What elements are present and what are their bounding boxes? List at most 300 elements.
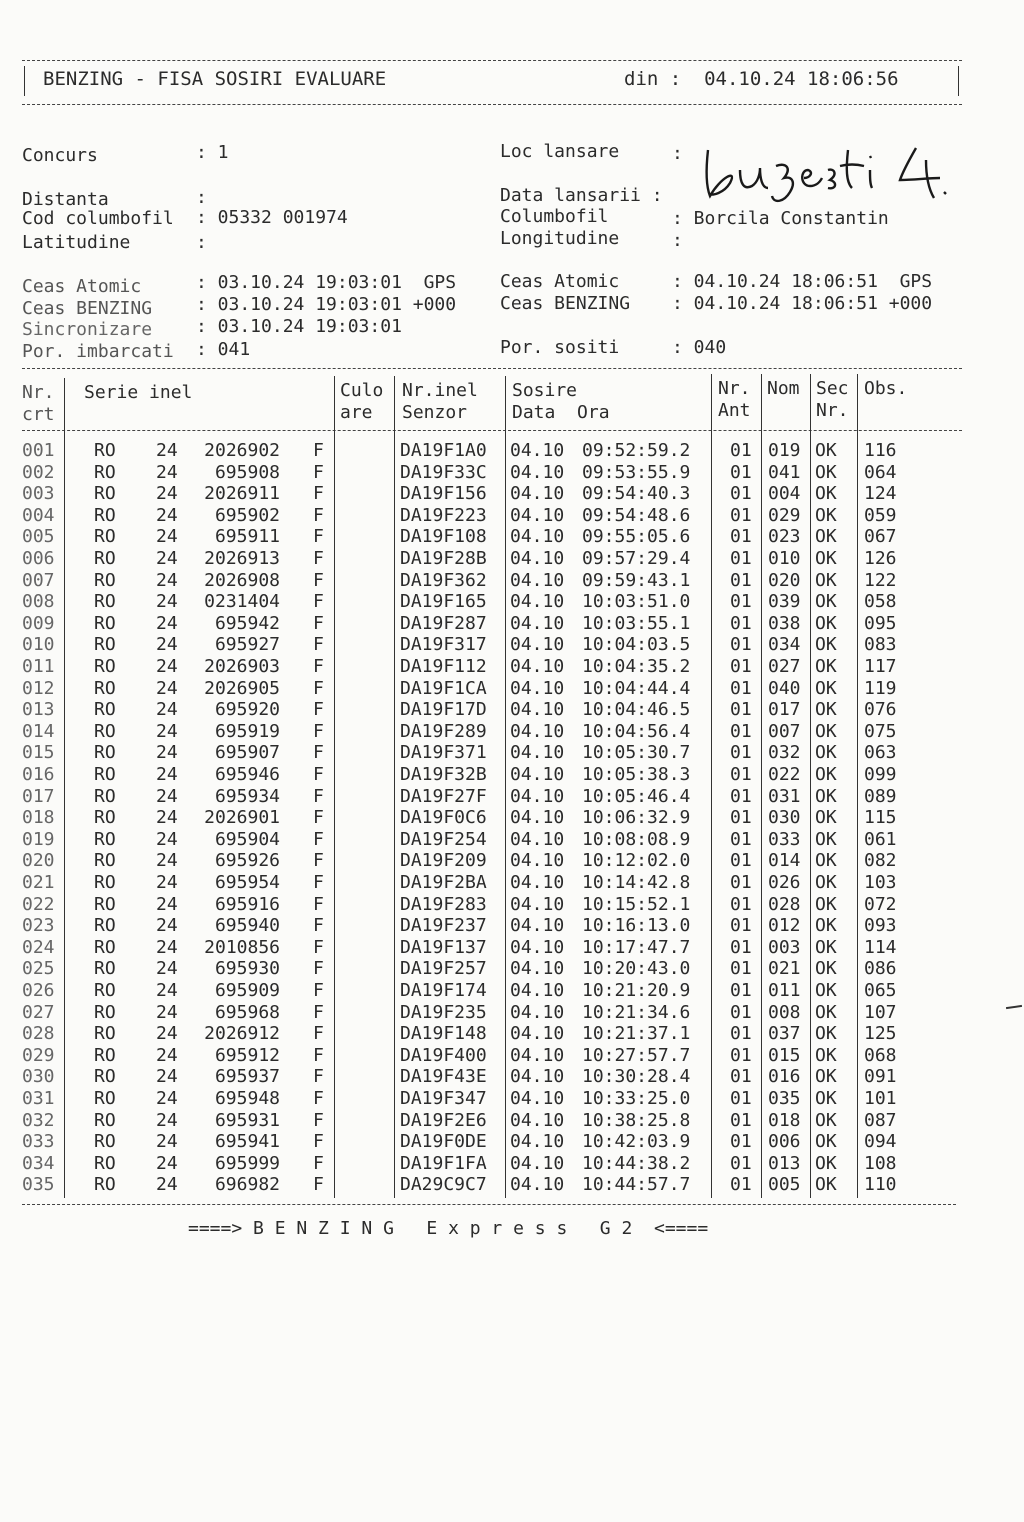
cell-ant: 01 — [730, 893, 752, 915]
cell-tara: RO — [94, 936, 116, 958]
table-row — [0, 1153, 1024, 1175]
cell-nr: 010 — [22, 634, 55, 656]
cell-ora: 10:05:30.7 — [582, 742, 691, 764]
cell-ora: 10:44:38.2 — [582, 1152, 691, 1174]
cell-tara: RO — [94, 440, 116, 461]
cell-nom: 016 — [768, 1066, 801, 1088]
cell-sec: OK — [815, 850, 837, 872]
cell-senzor: DA19F43E — [400, 1066, 487, 1088]
cell-ant: 01 — [730, 872, 752, 893]
cell-nr: 007 — [22, 569, 55, 591]
cell-sex: F — [313, 1174, 324, 1196]
cell-an: 24 — [156, 612, 178, 634]
cell-ant: 01 — [730, 742, 752, 764]
cell-nom: 005 — [768, 1174, 801, 1196]
cell-inel: 695909 — [214, 980, 280, 1001]
cell-tara: RO — [94, 1001, 116, 1023]
cell-ant: 01 — [730, 504, 752, 526]
cell-senzor: DA19F28B — [400, 548, 487, 569]
cell-an: 24 — [156, 1023, 178, 1045]
cell-sex: F — [313, 1152, 324, 1174]
cell-sec: OK — [815, 785, 837, 807]
cell-sex: F — [313, 548, 324, 569]
cell-sec: OK — [815, 893, 837, 915]
cell-sex: F — [313, 872, 324, 893]
cell-data: 04.10 — [510, 893, 565, 915]
cell-an: 24 — [156, 893, 178, 915]
cell-data: 04.10 — [510, 504, 565, 526]
cell-nr: 020 — [22, 850, 55, 872]
cell-nom: 012 — [768, 915, 801, 937]
cell-nom: 034 — [768, 634, 801, 656]
cell-nom: 020 — [768, 569, 801, 591]
cell-sec: OK — [815, 440, 837, 461]
table-row — [0, 1066, 1024, 1088]
cell-nom: 023 — [768, 526, 801, 548]
cell-inel: 695941 — [214, 1131, 280, 1153]
cell-inel: 0231404 — [204, 591, 280, 613]
cell-tara: RO — [94, 656, 116, 677]
cell-obs: 061 — [864, 828, 897, 850]
cell-sec: OK — [815, 548, 837, 569]
cell-an: 24 — [156, 699, 178, 721]
cell-sec: OK — [815, 1109, 837, 1131]
cell-senzor: DA19F32B — [400, 764, 487, 785]
cell-data: 04.10 — [510, 764, 565, 785]
table-row — [0, 980, 1024, 1002]
cell-nom: 006 — [768, 1131, 801, 1153]
cell-inel: 2026901 — [204, 807, 280, 829]
cell-sex: F — [313, 742, 324, 764]
cell-senzor: DA19F362 — [400, 569, 487, 591]
cell-ant: 01 — [730, 1001, 752, 1023]
table-row — [0, 807, 1024, 829]
cell-ora: 10:27:57.7 — [582, 1044, 691, 1066]
cell-tara: RO — [94, 980, 116, 1001]
cell-nom: 032 — [768, 742, 801, 764]
cell-senzor: DA19F223 — [400, 504, 487, 526]
cell-data: 04.10 — [510, 1131, 565, 1153]
cell-senzor: DA19F137 — [400, 936, 487, 958]
cell-ant: 01 — [730, 1044, 752, 1066]
cell-tara: RO — [94, 785, 116, 807]
columbofil-value: : Borcila Constantin — [672, 208, 889, 229]
cell-data: 04.10 — [510, 936, 565, 958]
cell-senzor: DA19F283 — [400, 893, 487, 915]
cell-ant: 01 — [730, 591, 752, 613]
cell-sec: OK — [815, 634, 837, 656]
cell-obs: 065 — [864, 980, 897, 1001]
cell-sex: F — [313, 1023, 324, 1045]
cell-senzor: DA19F148 — [400, 1023, 487, 1045]
cell-inel: 695926 — [214, 850, 280, 872]
cell-ant: 01 — [730, 612, 752, 634]
cell-nr: 023 — [22, 915, 55, 937]
cell-ant: 01 — [730, 1023, 752, 1045]
cell-sec: OK — [815, 483, 837, 505]
footer-banner: ====> B E N Z I N G E x p r e s s G 2 <==== — [188, 1218, 709, 1239]
th-sosire-2: Data Ora — [512, 402, 610, 423]
right-atomic-label: Ceas Atomic — [500, 271, 620, 292]
table-row — [0, 1174, 1024, 1196]
cell-nom: 030 — [768, 807, 801, 829]
cell-ant: 01 — [730, 656, 752, 677]
cell-ant: 01 — [730, 936, 752, 958]
cell-ora: 10:42:03.9 — [582, 1131, 691, 1153]
table-row — [0, 634, 1024, 656]
cell-ora: 10:04:03.5 — [582, 634, 691, 656]
cell-inel: 695904 — [214, 828, 280, 850]
cell-senzor: DA19F0C6 — [400, 807, 487, 829]
cell-obs: 064 — [864, 461, 897, 483]
th-nr-1: Nr. — [22, 382, 55, 403]
cell-nom: 021 — [768, 958, 801, 980]
cell-sec: OK — [815, 656, 837, 677]
cell-nr: 030 — [22, 1066, 55, 1088]
cell-nr: 035 — [22, 1174, 55, 1196]
cell-obs: 107 — [864, 1001, 897, 1023]
cell-senzor: DA19F371 — [400, 742, 487, 764]
cell-sec: OK — [815, 764, 837, 785]
th-nr-2: crt — [22, 404, 55, 425]
cell-sec: OK — [815, 828, 837, 850]
cell-ora: 10:04:44.4 — [582, 677, 691, 699]
cell-obs: 089 — [864, 785, 897, 807]
cell-data: 04.10 — [510, 440, 565, 461]
cell-an: 24 — [156, 569, 178, 591]
cell-data: 04.10 — [510, 656, 565, 677]
cell-sex: F — [313, 1066, 324, 1088]
cell-obs: 076 — [864, 699, 897, 721]
cell-sex: F — [313, 677, 324, 699]
cell-tara: RO — [94, 893, 116, 915]
cell-inel: 695919 — [214, 720, 280, 742]
report-date-value: 04.10.24 18:06:56 — [704, 68, 899, 90]
cell-an: 24 — [156, 850, 178, 872]
cell-data: 04.10 — [510, 850, 565, 872]
cell-sex: F — [313, 699, 324, 721]
cell-nom: 028 — [768, 893, 801, 915]
table-row — [0, 1045, 1024, 1067]
cell-nr: 003 — [22, 483, 55, 505]
cell-ora: 10:12:02.0 — [582, 850, 691, 872]
cell-inel: 695948 — [214, 1088, 280, 1109]
table-row — [0, 505, 1024, 527]
cell-sec: OK — [815, 591, 837, 613]
cell-inel: 696982 — [214, 1174, 280, 1196]
cell-inel: 695940 — [214, 915, 280, 937]
cell-senzor: DA19F209 — [400, 850, 487, 872]
cell-sex: F — [313, 461, 324, 483]
cell-obs: 082 — [864, 850, 897, 872]
cell-senzor: DA19F156 — [400, 483, 487, 505]
cell-ant: 01 — [730, 1174, 752, 1196]
cell-sex: F — [313, 591, 324, 613]
cell-sec: OK — [815, 720, 837, 742]
cell-an: 24 — [156, 1088, 178, 1109]
cell-data: 04.10 — [510, 807, 565, 829]
cell-senzor: DA19F400 — [400, 1044, 487, 1066]
th-ant-2: Ant — [718, 400, 751, 421]
latitudine-label: Latitudine — [22, 232, 131, 253]
header-top-border — [22, 60, 962, 61]
cell-senzor: DA19F27F — [400, 785, 487, 807]
cell-data: 04.10 — [510, 915, 565, 937]
cell-an: 24 — [156, 677, 178, 699]
cell-tara: RO — [94, 1023, 116, 1045]
cell-inel: 695934 — [214, 785, 280, 807]
cell-senzor: DA19F237 — [400, 915, 487, 937]
th-serie-inel: Serie inel — [84, 382, 193, 403]
cell-an: 24 — [156, 1174, 178, 1196]
cell-obs: 115 — [864, 807, 897, 829]
cell-senzor: DA19F257 — [400, 958, 487, 980]
cell-senzor: DA19F287 — [400, 612, 487, 634]
table-row — [0, 548, 1024, 570]
cell-an: 24 — [156, 1131, 178, 1153]
cell-ora: 09:55:05.6 — [582, 526, 691, 548]
cell-sex: F — [313, 893, 324, 915]
cell-nr: 019 — [22, 828, 55, 850]
cell-obs: 086 — [864, 958, 897, 980]
cell-nr: 011 — [22, 656, 55, 677]
cell-tara: RO — [94, 720, 116, 742]
cell-inel: 2026908 — [204, 569, 280, 591]
cell-inel: 2026902 — [204, 440, 280, 461]
right-benzing-label: Ceas BENZING — [500, 293, 631, 314]
table-row — [0, 613, 1024, 635]
cell-obs: 116 — [864, 440, 897, 461]
longitudine-value: : — [672, 230, 683, 251]
cell-inel: 2026911 — [204, 483, 280, 505]
cell-sec: OK — [815, 504, 837, 526]
cell-nr: 032 — [22, 1109, 55, 1131]
cell-sex: F — [313, 526, 324, 548]
cell-nom: 039 — [768, 591, 801, 613]
cell-data: 04.10 — [510, 591, 565, 613]
cell-ora: 10:30:28.4 — [582, 1066, 691, 1088]
cell-inel: 695907 — [214, 742, 280, 764]
distanta-value: : — [196, 187, 207, 208]
cell-nr: 017 — [22, 785, 55, 807]
cell-nom: 011 — [768, 980, 801, 1001]
cell-nom: 018 — [768, 1109, 801, 1131]
cell-ora: 10:38:25.8 — [582, 1109, 691, 1131]
table-row — [0, 483, 1024, 505]
cell-tara: RO — [94, 1066, 116, 1088]
cell-an: 24 — [156, 634, 178, 656]
cell-senzor: DA19F254 — [400, 828, 487, 850]
cell-an: 24 — [156, 720, 178, 742]
cell-ora: 10:44:57.7 — [582, 1174, 691, 1196]
cell-nr: 022 — [22, 893, 55, 915]
cell-data: 04.10 — [510, 1044, 565, 1066]
cell-inel: 695946 — [214, 764, 280, 785]
cell-tara: RO — [94, 461, 116, 483]
cell-data: 04.10 — [510, 872, 565, 893]
cell-nom: 033 — [768, 828, 801, 850]
cell-ant: 01 — [730, 699, 752, 721]
cell-sec: OK — [815, 1001, 837, 1023]
cell-ora: 10:14:42.8 — [582, 872, 691, 893]
cell-an: 24 — [156, 980, 178, 1001]
cell-nr: 025 — [22, 958, 55, 980]
header-right-border — [958, 66, 959, 96]
cell-ant: 01 — [730, 1131, 752, 1153]
cell-sex: F — [313, 828, 324, 850]
cell-sex: F — [313, 634, 324, 656]
cell-ora: 10:05:46.4 — [582, 785, 691, 807]
table-row — [0, 591, 1024, 613]
cell-ant: 01 — [730, 1109, 752, 1131]
cell-ora: 09:54:40.3 — [582, 483, 691, 505]
cell-tara: RO — [94, 807, 116, 829]
cell-data: 04.10 — [510, 1088, 565, 1109]
left-benzing-label: Ceas BENZING — [22, 298, 153, 319]
cell-data: 04.10 — [510, 828, 565, 850]
cell-obs: 093 — [864, 915, 897, 937]
cell-data: 04.10 — [510, 1001, 565, 1023]
cell-obs: 108 — [864, 1152, 897, 1174]
right-atomic-value: : 04.10.24 18:06:51 GPS — [672, 271, 933, 292]
cell-tara: RO — [94, 1174, 116, 1196]
concurs-value: : 1 — [196, 142, 229, 163]
cell-senzor: DA19F317 — [400, 634, 487, 656]
longitudine-label: Longitudine — [500, 228, 620, 249]
cell-sec: OK — [815, 1131, 837, 1153]
cell-ora: 10:16:13.0 — [582, 915, 691, 937]
cell-obs: 114 — [864, 936, 897, 958]
cell-ora: 10:06:32.9 — [582, 807, 691, 829]
cell-data: 04.10 — [510, 742, 565, 764]
cell-tara: RO — [94, 612, 116, 634]
cell-sex: F — [313, 1109, 324, 1131]
cell-senzor: DA19F1A0 — [400, 440, 487, 461]
cell-sec: OK — [815, 958, 837, 980]
cell-sex: F — [313, 656, 324, 677]
header-bottom-border — [22, 104, 962, 105]
cell-ora: 10:04:46.5 — [582, 699, 691, 721]
cell-nom: 026 — [768, 872, 801, 893]
cell-inel: 695912 — [214, 1044, 280, 1066]
cell-sec: OK — [815, 1152, 837, 1174]
cell-nr: 024 — [22, 936, 55, 958]
cell-sex: F — [313, 980, 324, 1001]
cell-obs: 124 — [864, 483, 897, 505]
cell-obs: 075 — [864, 720, 897, 742]
cell-ant: 01 — [730, 1152, 752, 1174]
cell-nom: 037 — [768, 1023, 801, 1045]
cell-senzor: DA19F2E6 — [400, 1109, 487, 1131]
cell-inel: 2026905 — [204, 677, 280, 699]
cell-obs: 125 — [864, 1023, 897, 1045]
cell-tara: RO — [94, 828, 116, 850]
cell-obs: 063 — [864, 742, 897, 764]
cell-nr: 029 — [22, 1044, 55, 1066]
cell-senzor: DA19F347 — [400, 1088, 487, 1109]
data-lansarii-label: Data lansarii : — [500, 185, 663, 206]
cell-ant: 01 — [730, 1088, 752, 1109]
cell-data: 04.10 — [510, 980, 565, 1001]
cell-inel: 695954 — [214, 872, 280, 893]
cell-nr: 028 — [22, 1023, 55, 1045]
cell-nom: 010 — [768, 548, 801, 569]
cell-ora: 10:21:20.9 — [582, 980, 691, 1001]
cell-sex: F — [313, 1044, 324, 1066]
th-sec-1: Sec — [816, 378, 849, 399]
cod-columbofil-value: : 05332 001974 — [196, 207, 348, 228]
cell-an: 24 — [156, 1109, 178, 1131]
cell-sex: F — [313, 504, 324, 526]
cell-sec: OK — [815, 526, 837, 548]
loc-lansare-label: Loc lansare — [500, 141, 620, 162]
cell-inel: 2026903 — [204, 656, 280, 677]
sync-value: : 03.10.24 19:03:01 — [196, 316, 402, 337]
cell-ant: 01 — [730, 764, 752, 785]
cell-sex: F — [313, 1088, 324, 1109]
table-header-border — [22, 430, 962, 431]
cell-tara: RO — [94, 1088, 116, 1109]
cell-inel: 2026912 — [204, 1023, 280, 1045]
cell-inel: 695916 — [214, 893, 280, 915]
cell-data: 04.10 — [510, 569, 565, 591]
table-row — [0, 1088, 1024, 1110]
cell-ant: 01 — [730, 828, 752, 850]
cell-ant: 01 — [730, 980, 752, 1001]
cell-nom: 040 — [768, 677, 801, 699]
table-row — [0, 1110, 1024, 1132]
table-row — [0, 742, 1024, 764]
cell-ora: 10:05:38.3 — [582, 764, 691, 785]
cell-ora: 10:03:51.0 — [582, 591, 691, 613]
cell-sex: F — [313, 612, 324, 634]
handwritten-location — [700, 138, 960, 208]
table-row — [0, 462, 1024, 484]
cell-data: 04.10 — [510, 1066, 565, 1088]
cell-senzor: DA19F2BA — [400, 872, 487, 893]
cell-nom: 008 — [768, 1001, 801, 1023]
table-row — [0, 958, 1024, 980]
cell-an: 24 — [156, 742, 178, 764]
cell-senzor: DA19F17D — [400, 699, 487, 721]
cell-sex: F — [313, 850, 324, 872]
cell-obs: 068 — [864, 1044, 897, 1066]
table-top-border — [22, 368, 962, 369]
cell-ant: 01 — [730, 785, 752, 807]
concurs-label: Concurs — [22, 145, 98, 166]
cell-an: 24 — [156, 461, 178, 483]
cell-obs: 101 — [864, 1088, 897, 1109]
cell-an: 24 — [156, 548, 178, 569]
cell-ora: 09:54:48.6 — [582, 504, 691, 526]
cell-nr: 005 — [22, 526, 55, 548]
table-row — [0, 440, 1024, 462]
cell-an: 24 — [156, 915, 178, 937]
cell-ant: 01 — [730, 634, 752, 656]
distanta-label: Distanta — [22, 189, 109, 210]
cell-inel: 695908 — [214, 461, 280, 483]
cell-sec: OK — [815, 461, 837, 483]
cell-nom: 041 — [768, 461, 801, 483]
cell-data: 04.10 — [510, 1023, 565, 1045]
cell-sec: OK — [815, 742, 837, 764]
cell-nom: 029 — [768, 504, 801, 526]
cell-nom: 007 — [768, 720, 801, 742]
cell-tara: RO — [94, 569, 116, 591]
cell-nr: 033 — [22, 1131, 55, 1153]
cell-obs: 058 — [864, 591, 897, 613]
report-date-label: din : — [624, 68, 682, 90]
